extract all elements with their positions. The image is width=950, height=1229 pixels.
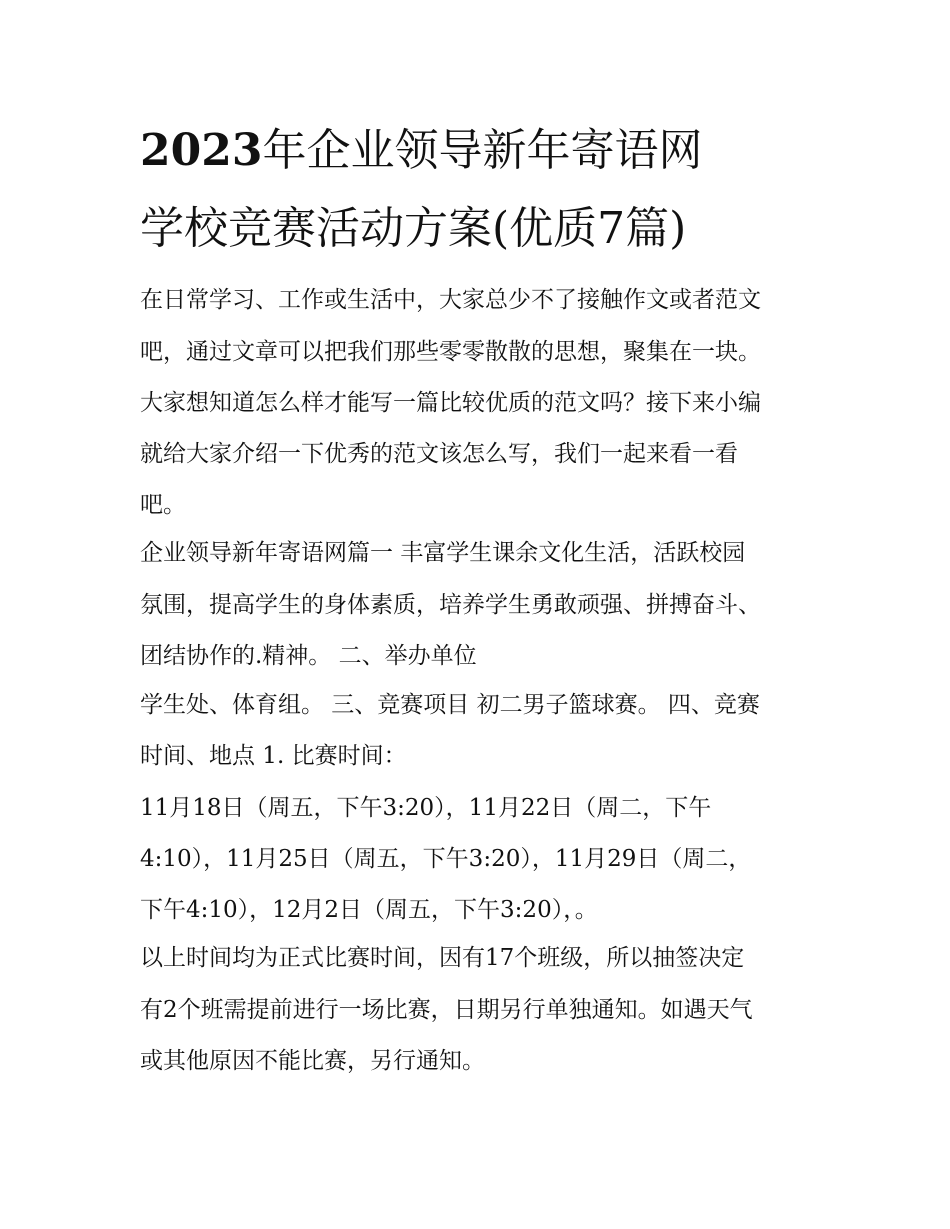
body-line-4: 就给大家介绍一下优秀的范文该怎么写，我们一起来看一看 [140, 441, 738, 467]
body-line-8: 团结协作的.精神。 二、举办单位 [140, 643, 477, 669]
body-line-12: 4:10），11月25日（周五，下午3:20），11月29日（周二， [140, 846, 752, 872]
body-line-1: 在日常学习、工作或生活中，大家总少不了接触作文或者范文 [140, 287, 761, 313]
body-line-3: 大家想知道怎么样才能写一篇比较优质的范文吗？接下来小编 [140, 390, 761, 416]
title-line-1: 年企业领导新年寄语网 [262, 125, 703, 176]
body-line-13: 下午4:10），12月2日（周五，下午3:20），。 [140, 897, 598, 923]
body-line-16: 或其他原因不能比赛，另行通知。 [140, 1048, 485, 1074]
body-line-7: 氛围，提高学生的身体素质，培养学生勇敢顽强、拼搏奋斗、 [140, 592, 761, 618]
body-line-5: 吧。 [140, 492, 186, 518]
title-year: 2023 [140, 125, 263, 176]
body-line-2: 吧，通过文章可以把我们那些零零散散的思想，聚集在一块。 [140, 339, 761, 365]
body-line-10: 时间、地点 1. 比赛时间： [140, 743, 407, 769]
body-line-15: 有2个班需提前进行一场比赛，日期另行单独通知。如遇天气 [140, 997, 753, 1023]
body-line-6: 企业领导新年寄语网篇一 丰富学生课余文化生活，活跃校园 [140, 540, 746, 566]
document-title [140, 112, 860, 268]
body-line-14: 以上时间均为正式比赛时间，因有17个班级，所以抽签决定 [140, 945, 745, 971]
body-line-11: 11月18日（周五，下午3:20），11月22日（周二，下午 [140, 795, 712, 821]
body-line-9: 学生处、体育组。 三、竞赛项目 初二男子篮球赛。 四、竞赛 [140, 692, 760, 718]
title-line-2: 学校竞赛活动方案(优质7篇) [140, 203, 687, 254]
